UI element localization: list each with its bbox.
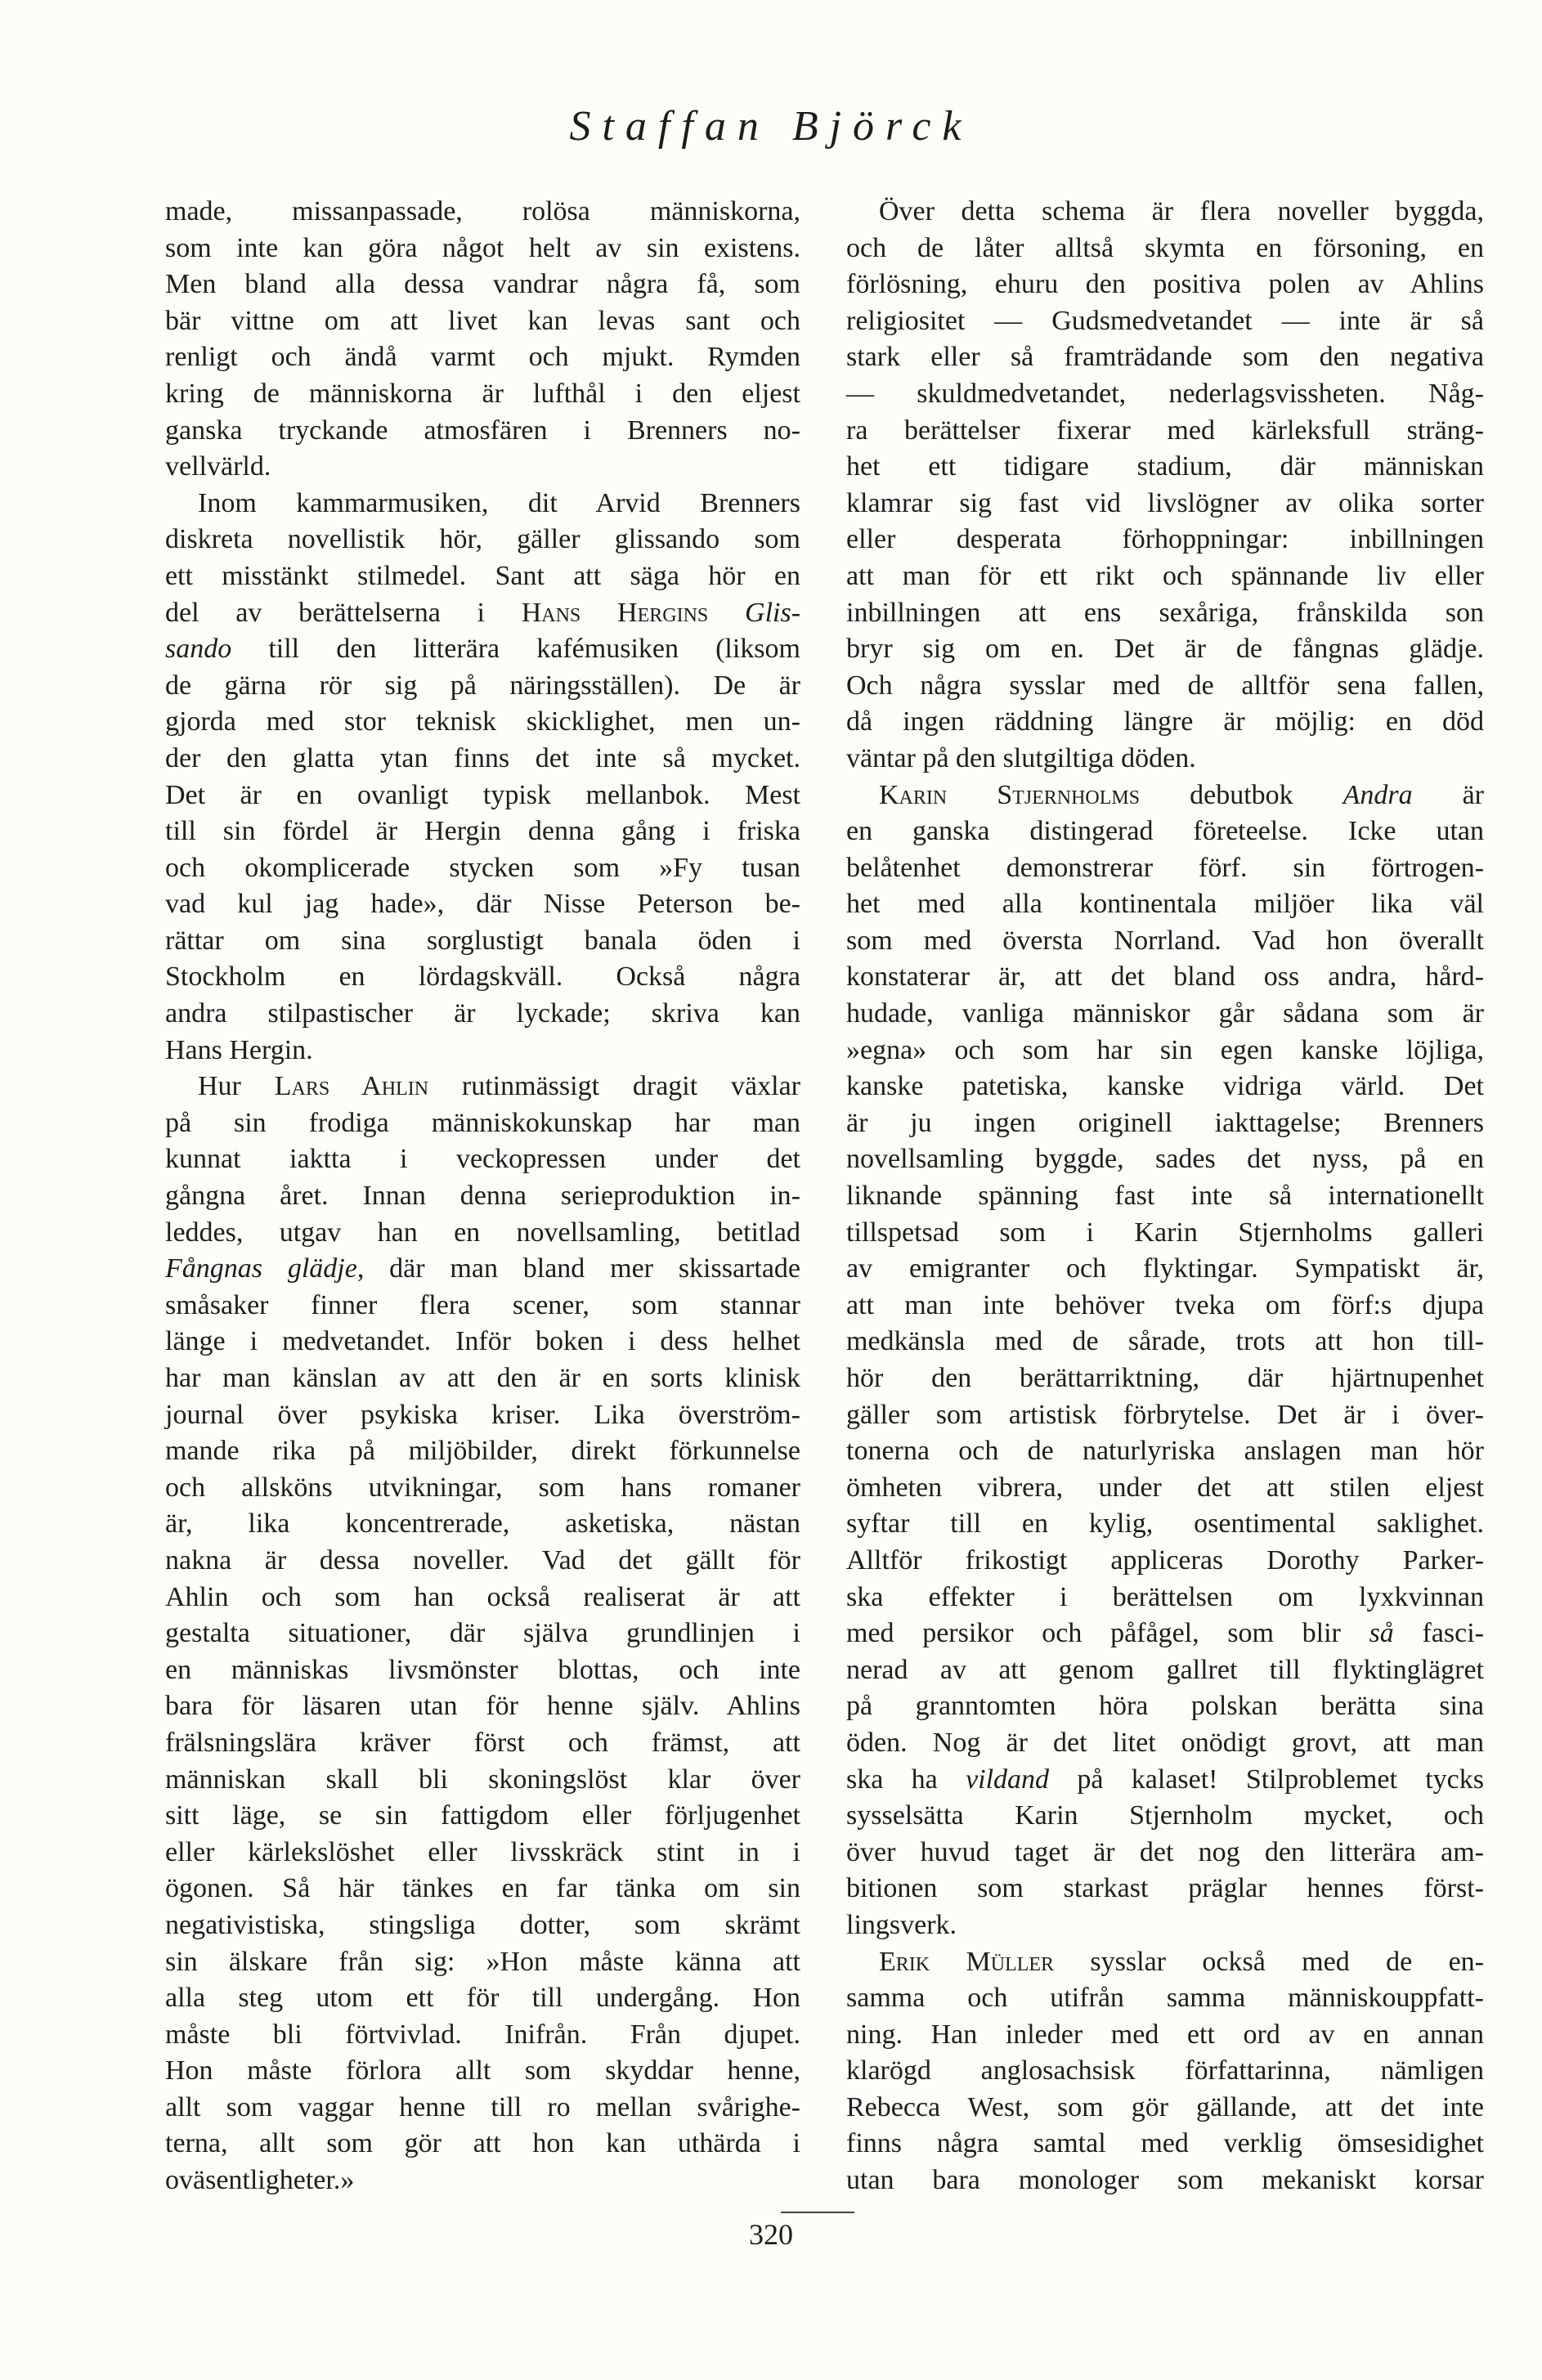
text-line: nerad av att genom gallret till flyktinglägret bbox=[846, 1654, 1484, 1685]
text-line: oväsentligheter.» bbox=[165, 2165, 355, 2196]
text-line: Stockholm en lördagskväll. Också några bbox=[165, 961, 800, 993]
text-line: småsaker finner flera scener, som stannar bbox=[165, 1289, 800, 1320]
text-line: kring de människorna är lufthål i den eljest bbox=[165, 378, 800, 409]
text-segment: debutbok bbox=[1140, 779, 1343, 810]
text-line: Men bland alla dessa vandrar några få, som bbox=[165, 269, 800, 300]
text-line: ra berättelser fixerar med kärleksfull sträng- bbox=[846, 415, 1484, 446]
text-line: har man känslan av att den är en sorts klinisk bbox=[165, 1363, 800, 1393]
text-line: Hon måste förlora allt som skyddar henne, bbox=[165, 2055, 800, 2086]
text-line bbox=[846, 1944, 1484, 1981]
text-line: av emigranter och flyktingar. Sympatiskt är, bbox=[846, 1253, 1484, 1284]
text-line: en ganska distingerad företeelse. Icke utan bbox=[846, 816, 1484, 847]
text-line: länge i medvetandet. Inför boken i dess helhet bbox=[165, 1326, 800, 1357]
text-line: ömheten vibrera, under det att stilen eljest bbox=[846, 1472, 1484, 1503]
author-name: Karin Stjernholms bbox=[879, 779, 1141, 810]
text-line: och de låter alltså skymta en försoning, en bbox=[846, 232, 1484, 263]
text-line: som inte kan göra något helt av sin existens. bbox=[165, 232, 800, 263]
text-line: tonerna och de naturlyriska anslagen man hör bbox=[846, 1436, 1484, 1467]
text-line: gångna året. Innan denna serieproduktion in- bbox=[165, 1181, 800, 1212]
text-line bbox=[846, 778, 1484, 814]
text-segment: rutinmässigt dragit växlar bbox=[428, 1071, 800, 1102]
text-line: journal över psykiska kriser. Lika överström- bbox=[165, 1399, 800, 1430]
text-line: utan bara monologer som mekaniskt korsar bbox=[846, 2165, 1484, 2196]
text-line: rättar om sina sorglustigt banala öden i bbox=[165, 925, 800, 956]
title-italic: Glis- bbox=[745, 597, 801, 628]
text-line: väntar på den slutgiltiga döden. bbox=[846, 742, 1196, 773]
text-line: sitt läge, se sin fattigdom eller förljugenhet bbox=[165, 1800, 800, 1831]
page-number-rule bbox=[781, 2212, 854, 2213]
text-segment: med persikor och påfågel, som blir bbox=[846, 1618, 1369, 1649]
text-line: är, lika koncentrerade, asketiska, nästan bbox=[165, 1508, 800, 1540]
text-line: »egna» och som har sin egen kanske löjliga, bbox=[846, 1034, 1484, 1065]
text-line: mande rika på miljöbilder, direkt förkunnelse bbox=[165, 1436, 800, 1467]
text-line: Och några sysslar med de alltför sena fallen, bbox=[846, 670, 1484, 701]
text-segment: fasci- bbox=[1393, 1618, 1484, 1649]
text-line: på sin frodiga människokunskap har man bbox=[165, 1107, 800, 1138]
text-line bbox=[846, 1616, 1484, 1652]
page-number: 320 bbox=[749, 2218, 793, 2251]
text-line: Hans Hergin. bbox=[165, 1034, 313, 1065]
text-segment: del av berättelserna i bbox=[165, 597, 522, 628]
title-italic: Fångnas glädje bbox=[165, 1253, 357, 1284]
text-segment: är bbox=[1412, 779, 1484, 810]
right-column bbox=[846, 194, 1484, 2199]
text-line: inbillningen att ens sexåriga, frånskilda son bbox=[846, 597, 1484, 628]
left-column bbox=[165, 194, 800, 2199]
text-line: liknande spänning fast inte så internationellt bbox=[846, 1181, 1484, 1212]
text-line: förlösning, ehuru den positiva polen av Ahlins bbox=[846, 269, 1484, 300]
text-line bbox=[165, 595, 800, 632]
text-line: gäller som artistisk förbrytelse. Det är i över- bbox=[846, 1399, 1484, 1430]
text-line: en människas livsmönster blottas, och inte bbox=[165, 1654, 800, 1685]
text-line: människan skall bli skoningslöst klar över bbox=[165, 1764, 800, 1795]
text-line: konstaterar är, att det bland oss andra, hård- bbox=[846, 961, 1484, 993]
text-line: Inom kammarmusiken, dit Arvid Brenners bbox=[198, 487, 800, 518]
title-italic: så bbox=[1369, 1618, 1394, 1649]
text-line: klarögd anglosachsisk författarinna, nämligen bbox=[846, 2055, 1484, 2086]
text-line: Alltför frikostigt appliceras Dorothy Parker- bbox=[846, 1544, 1484, 1575]
text-line: att man inte behöver tveka om förf:s djupa bbox=[846, 1289, 1484, 1320]
text-segment bbox=[708, 598, 745, 628]
text-line: eller kärlekslöshet eller livsskräck stint in i bbox=[165, 1836, 800, 1867]
text-line: på granntomten höra polskan berätta sina bbox=[846, 1691, 1484, 1722]
text-line: till sin fördel är Hergin denna gång i friska bbox=[165, 816, 800, 847]
text-segment: till den litterära kafémusiken (liksom bbox=[231, 634, 800, 665]
text-line: lingsverk. bbox=[846, 1909, 957, 1940]
text-line: bär vittne om att livet kan levas sant och bbox=[165, 305, 800, 336]
text-line: de gärna rör sig på näringsställen). De är bbox=[165, 670, 800, 701]
text-line: då ingen räddning längre är möjlig: en död bbox=[846, 706, 1484, 737]
text-line: öden. Nog är det litet onödigt grovt, att man bbox=[846, 1727, 1484, 1758]
text-line: sin älskare från sig: »Hon måste känna att bbox=[165, 1946, 800, 1977]
text-line: gestalta situationer, där själva grundlinjen i bbox=[165, 1618, 800, 1649]
text-line: diskreta novellistik hör, gäller glissando som bbox=[165, 524, 800, 555]
text-line: frälsningslära kräver först och främst, att bbox=[165, 1727, 800, 1758]
text-line: Rebecca West, som gör gällande, att det inte bbox=[846, 2091, 1484, 2122]
text-line bbox=[165, 631, 800, 668]
text-line: stark eller så framträdande som den negativa bbox=[846, 342, 1484, 373]
text-line: kunnat iaktta i veckopressen under det bbox=[165, 1144, 800, 1175]
text-line: nakna är dessa noveller. Vad det gällt för bbox=[165, 1544, 800, 1575]
text-line: och okomplicerade stycken som »Fy tusan bbox=[165, 852, 800, 883]
text-line: made, missanpassade, rolösa människorna, bbox=[165, 196, 800, 226]
text-line: syftar till en kylig, osentimental saklighet. bbox=[846, 1508, 1484, 1540]
title-italic: vildand bbox=[966, 1764, 1050, 1795]
text-line: klamrar sig fast vid livslögner av olika sorter bbox=[846, 487, 1484, 518]
text-line: vellvärld. bbox=[165, 451, 271, 482]
author-name: Hans Hergins bbox=[521, 597, 709, 628]
text-line: het med alla kontinentala miljöer lika väl bbox=[846, 889, 1484, 920]
text-line: ska effekter i berättelsen om lyxkvinnan bbox=[846, 1581, 1484, 1612]
text-segment: ska ha bbox=[846, 1764, 966, 1795]
text-line: het ett tidigare stadium, där människan bbox=[846, 451, 1484, 482]
text-line: som med översta Norrland. Vad hon överallt bbox=[846, 925, 1484, 956]
text-line: leddes, utgav han en novellsamling, betitlad bbox=[165, 1217, 800, 1248]
text-line: och allsköns utvikningar, som hans romaner bbox=[165, 1472, 800, 1503]
text-line: Ahlin och som han också realiserat är att bbox=[165, 1581, 800, 1612]
text-line: att man för ett rikt och spännande liv eller bbox=[846, 560, 1484, 591]
title-italic: sando bbox=[165, 634, 232, 665]
text-line bbox=[165, 1251, 800, 1288]
text-line: hör den berättarriktning, där hjärtnupenhet bbox=[846, 1363, 1484, 1393]
text-line: andra stilpastischer är lyckade; skriva kan bbox=[165, 998, 800, 1029]
text-line: ögonen. Så här tänkes en far tänka om sin bbox=[165, 1873, 800, 1904]
text-line: över huvud taget är det nog den litterära am- bbox=[846, 1836, 1484, 1867]
text-line: sysselsätta Karin Stjernholm mycket, och bbox=[846, 1800, 1484, 1831]
author-name: Lars Ahlin bbox=[274, 1071, 429, 1102]
text-line: finns några samtal med verklig ömsesidighet bbox=[846, 2128, 1484, 2159]
text-line: hudade, vanliga människor går sådana som är bbox=[846, 998, 1484, 1029]
text-line: alla steg utom ett för till undergång. Hon bbox=[165, 1983, 800, 2014]
text-line: renligt och ändå varmt och mjukt. Rymden bbox=[165, 342, 800, 373]
text-line: gjorda med stor teknisk skicklighet, men un- bbox=[165, 706, 800, 737]
text-line: eller desperata förhoppningar: inbillningen bbox=[846, 524, 1484, 555]
text-segment: Hur bbox=[198, 1071, 275, 1102]
text-line: Över detta schema är flera noveller byggda, bbox=[879, 196, 1484, 226]
author-name: Erik Müller bbox=[879, 1946, 1055, 1977]
text-line: bryr sig om en. Det är de fångnas glädje. bbox=[846, 634, 1484, 665]
text-line: ett misstänkt stilmedel. Sant att säga hör en bbox=[165, 560, 800, 591]
text-line: — skuldmedvetandet, nederlagsvissheten. Någ- bbox=[846, 378, 1484, 409]
text-line: ganska tryckande atmosfären i Brenners no- bbox=[165, 415, 800, 446]
text-line: bara för läsaren utan för henne själv. Ahlins bbox=[165, 1691, 800, 1722]
text-line: der den glatta ytan finns det inte så mycket. bbox=[165, 742, 800, 773]
text-line bbox=[165, 1069, 800, 1105]
text-line: måste bli förtvivlad. Inifrån. Från djupet. bbox=[165, 2019, 800, 2050]
running-title: Staffan Björck bbox=[569, 103, 973, 150]
title-italic: Andra bbox=[1343, 779, 1413, 810]
text-line: tillspetsad som i Karin Stjernholms galleri bbox=[846, 1217, 1484, 1248]
text-line: medkänsla med de sårade, trots att hon till- bbox=[846, 1326, 1484, 1357]
text-segment: på kalaset! Stilproblemet tycks bbox=[1049, 1764, 1484, 1795]
text-line: belåtenhet demonstrerar förf. sin förtrogen- bbox=[846, 852, 1484, 883]
text-line: samma och utifrån samma människouppfatt- bbox=[846, 1983, 1484, 2014]
text-line: allt som vaggar henne till ro mellan svårighe- bbox=[165, 2091, 800, 2122]
text-line: terna, allt som gör att hon kan uthärda i bbox=[165, 2128, 800, 2159]
text-line: religiositet — Gudsmedvetandet — inte är så bbox=[846, 305, 1484, 336]
text-line: vad kul jag hade», där Nisse Peterson be- bbox=[165, 889, 800, 920]
text-line: kanske patetiska, kanske vidriga värld. Det bbox=[846, 1071, 1484, 1102]
text-line: Det är en ovanligt typisk mellanbok. Mest bbox=[165, 779, 800, 810]
text-line: negativistiska, stingsliga dotter, som skrämt bbox=[165, 1909, 800, 1940]
text-segment: , där man bland mer skissartade bbox=[356, 1253, 801, 1284]
text-line: bitionen som starkast präglar hennes först- bbox=[846, 1873, 1484, 1904]
text-line: ning. Han inleder med ett ord av en annan bbox=[846, 2019, 1484, 2050]
text-line: novellsamling byggde, sades det nyss, på en bbox=[846, 1144, 1484, 1175]
text-line: är ju ingen originell iakttagelse; Brenners bbox=[846, 1107, 1484, 1138]
text-line bbox=[846, 1762, 1484, 1799]
text-segment: sysslar också med de en- bbox=[1054, 1946, 1484, 1977]
